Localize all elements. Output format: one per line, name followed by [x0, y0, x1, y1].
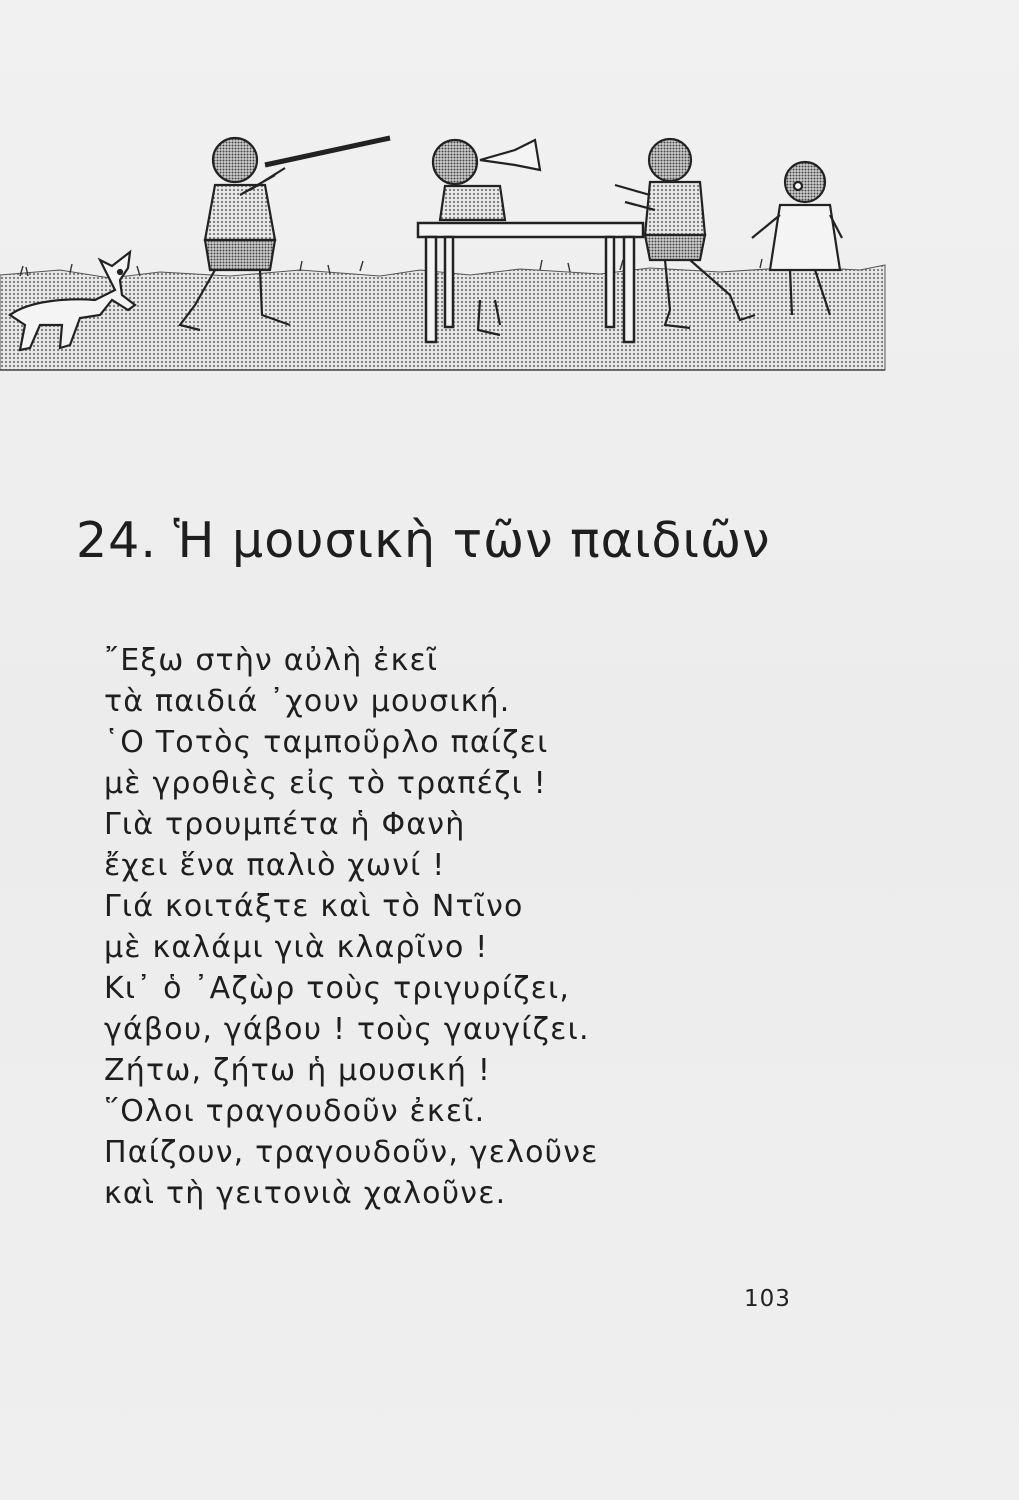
poem-line: μὲ καλάμι γιὰ κλαρῖνο ! — [104, 930, 489, 965]
poem-line: ῞Ολοι τραγουδοῦν ἐκεῖ. — [104, 1094, 486, 1129]
poem-line: Γιὰ τρουμπέτα ἡ Φανὴ — [104, 807, 466, 842]
poem-line: Παίζουν, τραγουδοῦν, γελοῦνε — [104, 1135, 599, 1170]
poem-line: ῎Εξω στὴν αὐλὴ ἐκεῖ — [104, 643, 439, 678]
poem-line: μὲ γροθιὲς εἰς τὸ τραπέζι ! — [104, 766, 547, 801]
poem-line: ῾Ο Τοτὸς ταμποῦρλο παίζει — [104, 725, 549, 760]
poem-line: Ζήτω, ζήτω ἡ μουσική ! — [104, 1053, 492, 1088]
poem-line: τὰ παιδιά ᾽χουν μουσική. — [104, 684, 511, 719]
poem — [104, 640, 599, 1214]
chapter-title: 24. Ἡ μουσικὴ τῶν παιδιῶν — [76, 512, 771, 569]
poem-line: καὶ τὴ γειτονιὰ χαλοῦνε. — [104, 1176, 507, 1211]
poem-line: γάβου, γάβου ! τοὺς γαυγίζει. — [104, 1012, 590, 1047]
poem-line: ἔχει ἕνα παλιὸ χωνί ! — [104, 848, 446, 883]
page-number: 103 — [744, 1286, 791, 1312]
children-playing-music-illustration — [0, 120, 900, 380]
poem-line: Γιά κοιτάξτε καὶ τὸ Ντῖνο — [104, 889, 524, 924]
poem-line: Κι᾽ ὁ ᾽Αζὼρ τοὺς τριγυρίζει, — [104, 971, 571, 1006]
